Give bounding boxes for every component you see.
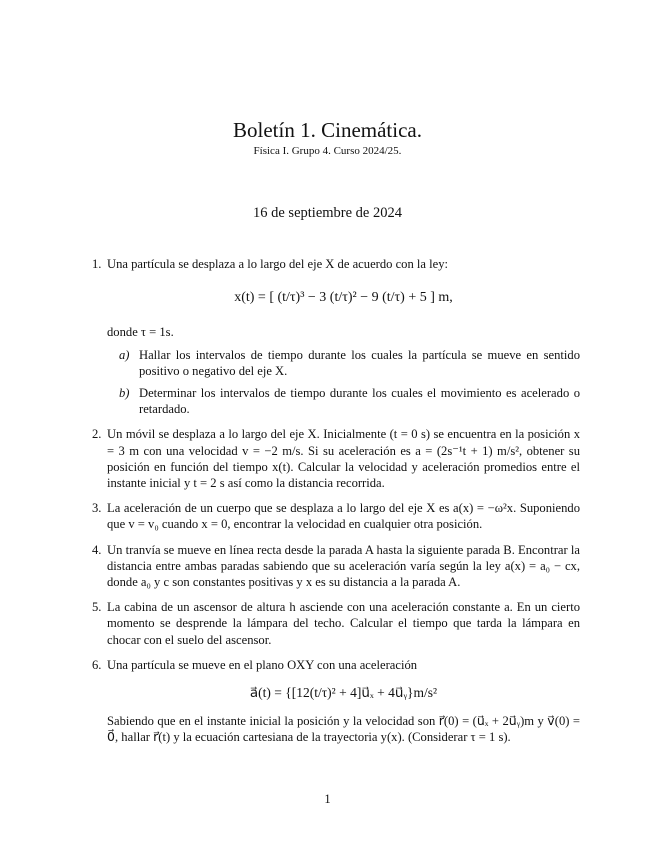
problem-3: [92, 500, 580, 532]
problem-number: 3.: [92, 501, 102, 516]
problem-5: [92, 599, 580, 648]
problem-number: 6.: [92, 657, 102, 672]
problem-note: Sabiendo que en el instante inicial la posición y la velocidad son r⃗(0) = (u⃗ₓ + 2u⃗ᵧ)m y v⃗(0) = 0⃗, hallar r⃗(t) y la ecuación cartesiana de la trayectoria y(x). (Considerar τ = 1 s).: [107, 714, 580, 745]
problem-number: 2.: [92, 427, 102, 442]
subproblem-text: Hallar los intervalos de tiempo durante los cuales la partícula se mueve en sentido positivo o negativo del eje X.: [139, 347, 580, 378]
subproblem-a: [119, 347, 580, 379]
problem-number: 1.: [92, 257, 102, 271]
problem-text: La cabina de un ascensor de altura h asciende con una aceleración constante a. En un cierto momento se desprende la lámpara del techo. Calcular el tiempo que tarda la lámpara en chocar con el suelo del ascensor.: [107, 600, 580, 647]
problem-1: [92, 256, 580, 417]
subproblem-b: [119, 385, 580, 417]
document-title: Boletín 1. Cinemática.: [233, 118, 422, 142]
problem-text: Una partícula se mueve en el plano OXY con una aceleración: [107, 657, 418, 672]
problem-6: [92, 657, 580, 746]
subproblem-label: a): [119, 347, 130, 362]
subproblem-text: Determinar los intervalos de tiempo durante los cuales el movimiento es acelerado o retardado.: [139, 386, 580, 417]
problem-text: Un móvil se desplaza a lo largo del eje X. Inicialmente (t = 0 s) se encuentra en la posición x = 3 m con una velocidad v = −2 m/s. Si su aceleración es a = (2s⁻¹t + 1) m/s², obtener su posición en función del tiempo x(t). Calcular la velocidad y aceleración promedios entre el instante inicial y t = 2 s así como la distancia recorrida.: [107, 427, 580, 491]
problem-2: [92, 426, 580, 491]
problem-text: Un tranvía se mueve en línea recta desde la parada A hasta la siguiente parada B. Encontrar la distancia entre ambas paradas sabiendo que su aceleración varía según la ley a(x) = a₀ − cx, donde a₀ y c son constantes positivas y x es su distancia a la parada A.: [107, 542, 580, 590]
problem-4: [92, 542, 580, 591]
problem-number: 5.: [92, 600, 102, 615]
problem-text: La aceleración de un cuerpo que se desplaza a lo largo del eje X es a(x) = −ω²x. Suponiendo que v = v₀ cuando x = 0, encontrar la velocidad en cualquier otra posición.: [107, 501, 580, 532]
document-date: 16 de septiembre de 2024: [253, 205, 402, 221]
problem-number: 4.: [92, 542, 102, 557]
problem-text: Una partícula se desplaza a lo largo del eje X de acuerdo con la ley:: [107, 257, 449, 271]
problem-note: donde τ = 1s.: [107, 325, 174, 340]
document-subtitle: Física I. Grupo 4. Curso 2024/25.: [253, 145, 402, 157]
subproblem-label: b): [119, 386, 130, 401]
equation: x(t) = [ (t/τ)³ − 3 (t/τ)² − 9 (t/τ) + 5 ] m,: [234, 290, 453, 306]
problem-list: [92, 256, 580, 755]
page-number: 1: [324, 792, 331, 806]
equation: a⃗(t) = {[12(t/τ)² + 4]u⃗ₓ + 4u⃗ᵧ}m/s²: [249, 685, 438, 701]
